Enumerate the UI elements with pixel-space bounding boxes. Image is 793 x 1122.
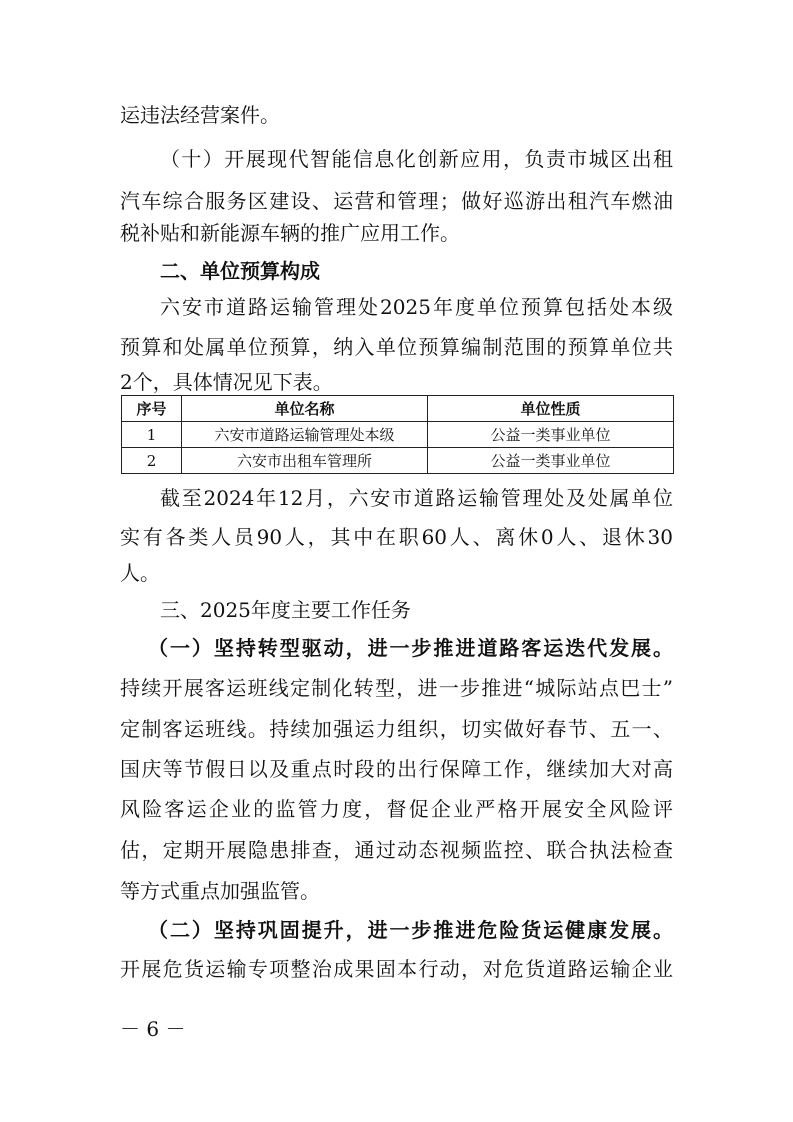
line: 六安市道路运输管理处2025年度单位预算包括处本级: [160, 295, 673, 319]
line: 2个，具体情况见下表。: [120, 370, 333, 394]
line: 汽车综合服务区建设、运营和管理；做好巡游出租汽车燃油: [120, 189, 673, 213]
line: 实有各类人员90人，其中在职60人、离休0人、退休30: [120, 525, 673, 549]
line: 预算和处属单位预算，纳入单位预算编制范围的预算单位共: [120, 335, 673, 359]
line: 持续开展客运班线定制化转型，进一步推进“城际站点巴士”: [120, 676, 673, 700]
line: 运违法经营案件。: [120, 103, 280, 127]
table-cell: 公益一类事业单位: [428, 448, 674, 474]
line: 风险客运企业的监管力度，督促企业严格开展安全风险评: [120, 797, 673, 821]
table-header-row: [122, 396, 674, 422]
line: 人。: [120, 561, 160, 585]
table-cell: 公益一类事业单位: [428, 422, 674, 448]
line: （十）开展现代智能信息化创新应用，负责市城区出租: [160, 147, 673, 171]
section-heading: 二、单位预算构成: [160, 259, 320, 283]
line: 定制客运班线。持续加强运力组织，切实做好春节、五一、: [120, 717, 673, 741]
table-cell: 1: [122, 422, 182, 448]
subsection-heading: （一）坚持转型驱动，进一步推进道路客运迭代发展。: [148, 636, 673, 660]
subsection-heading: （二）坚持巩固提升，进一步推进危险货运健康发展。: [148, 918, 673, 942]
table-cell: 六安市出租车管理所: [182, 448, 428, 474]
table-cell: 2: [122, 448, 182, 474]
table-header: 单位性质: [428, 396, 674, 422]
section-heading: 三、2025年度主要工作任务: [160, 598, 411, 622]
table-header: 序号: [122, 396, 182, 422]
table-header: 单位名称: [182, 396, 428, 422]
line: 估，定期开展隐患排查，通过动态视频监控、联合执法检查: [120, 838, 673, 862]
line: 税补贴和新能源车辆的推广应用工作。: [120, 221, 460, 245]
budget-unit-table: [121, 395, 674, 474]
line: 等方式重点加强监管。: [120, 879, 320, 903]
page-number: － 6 －: [120, 1017, 186, 1041]
table-row: [122, 448, 674, 474]
line: 截至2024年12月，六安市道路运输管理处及处属单位: [160, 486, 673, 510]
line: 开展危货运输专项整治成果固本行动，对危货道路运输企业: [120, 957, 673, 981]
table-row: [122, 422, 674, 448]
table-cell: 六安市道路运输管理处本级: [182, 422, 428, 448]
line: 国庆等节假日以及重点时段的出行保障工作，继续加大对高: [120, 757, 673, 781]
